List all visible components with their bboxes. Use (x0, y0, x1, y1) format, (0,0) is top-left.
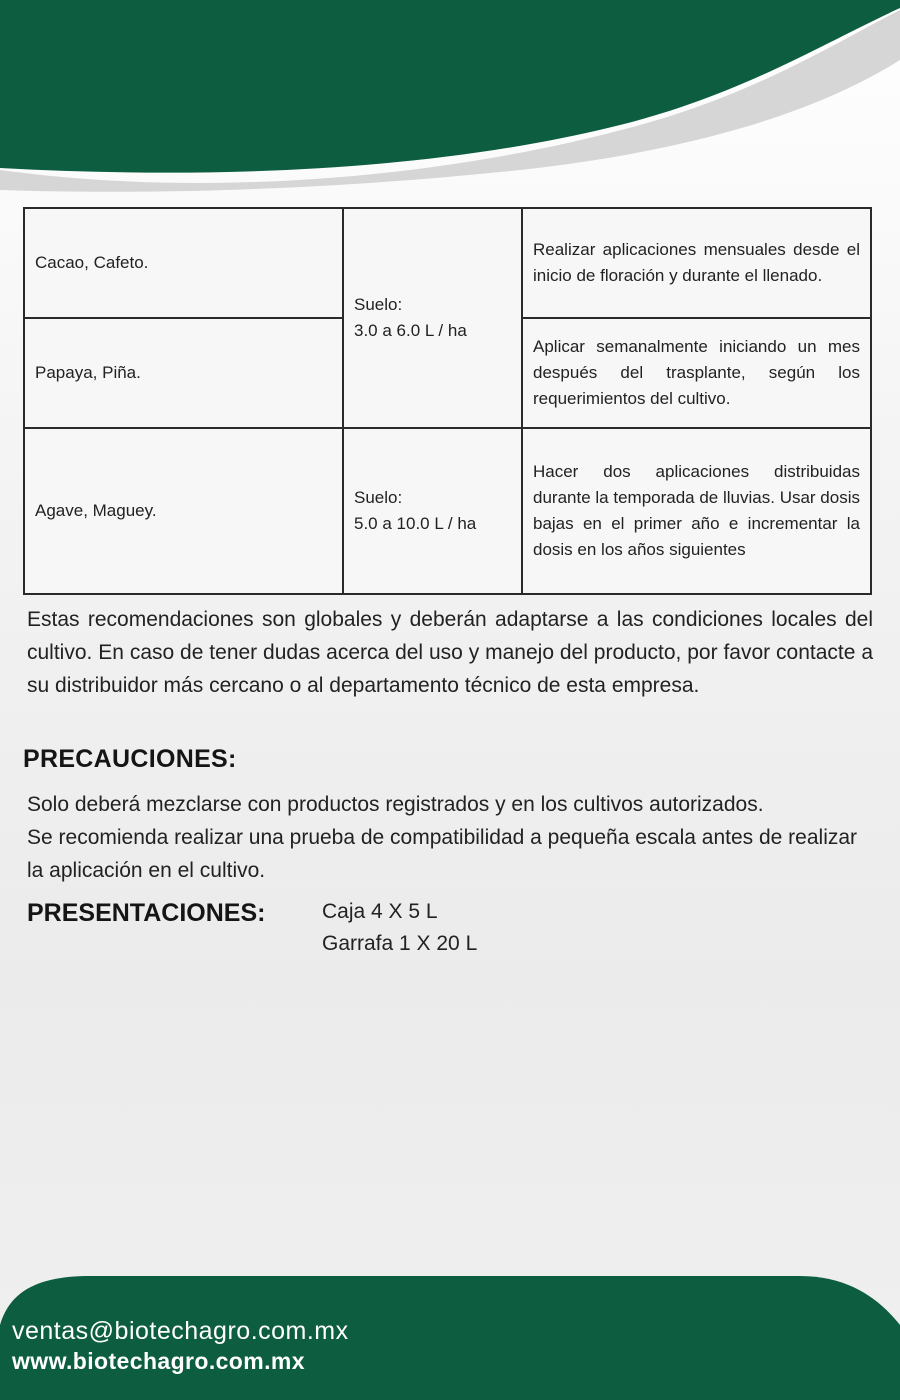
presentations-heading: PRESENTACIONES: (27, 899, 266, 927)
dosage-table (23, 207, 872, 595)
contact-block (12, 1316, 349, 1376)
website-link[interactable]: www.biotechagro.com.mx (12, 1348, 305, 1374)
precaution-line: Solo deberá mezclarse con productos registrados y en los cultivos autorizados. (27, 793, 764, 816)
instruction-cell: Hacer dos aplicaciones distribuidas durante la temporada de lluvias. Usar dosis bajas en el primer año e incrementar la dosis en los años siguientes (522, 428, 871, 594)
header-wave (0, 0, 900, 200)
table-row (24, 208, 871, 318)
dose-label: Suelo: (354, 488, 403, 507)
instruction-cell: Realizar aplicaciones mensuales desde el inicio de floración y durante el llenado. (522, 208, 871, 318)
recommendation-paragraph: Estas recomendaciones son globales y deberán adaptarse a las condiciones locales del cultivo. En caso de tener dudas acerca del uso y manejo del producto, por favor contacte a su distribuidor más cercano o al departamento técnico de esta empresa. (27, 608, 873, 697)
dose-value: 3.0 a 6.0 L / ha (354, 321, 467, 340)
precautions-text (27, 788, 877, 887)
crop-cell: Agave, Maguey. (24, 428, 343, 594)
dose-cell (343, 428, 522, 594)
crop-cell: Papaya, Piña. (24, 318, 343, 428)
email-link[interactable]: ventas@biotechagro.com.mx (12, 1317, 349, 1345)
presentation-item: Garrafa 1 X 20 L (322, 932, 478, 955)
presentation-item: Caja 4 X 5 L (322, 900, 438, 923)
presentations-list (322, 896, 477, 960)
crop-cell: Cacao, Cafeto. (24, 208, 343, 318)
instruction-cell: Aplicar semanalmente iniciando un mes después del trasplante, según los requerimientos del cultivo. (522, 318, 871, 428)
table-row (24, 428, 871, 594)
precautions-heading: PRECAUCIONES: (23, 745, 237, 773)
dose-value: 5.0 a 10.0 L / ha (354, 514, 477, 533)
dose-cell (343, 208, 522, 428)
precaution-line: Se recomienda realizar una prueba de compatibilidad a pequeña escala antes de realizar la aplicación en el cultivo. (27, 826, 858, 882)
dose-label: Suelo: (354, 295, 403, 314)
